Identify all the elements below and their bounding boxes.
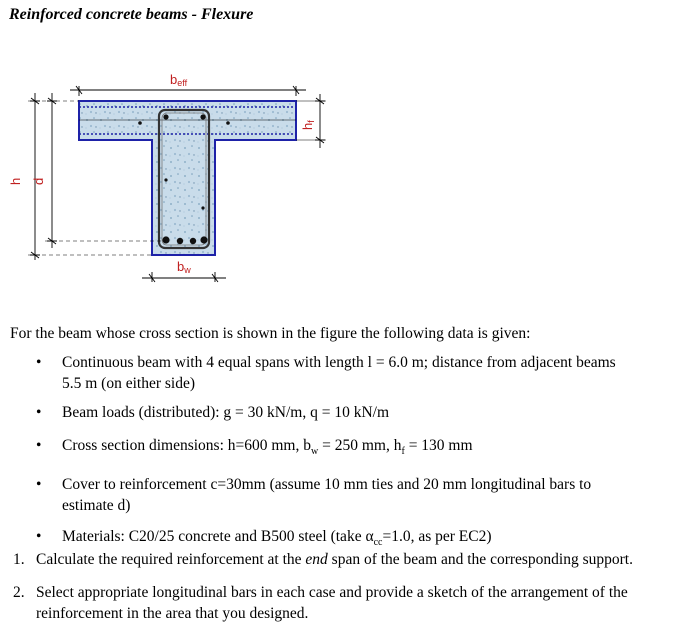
- concrete-section: [79, 101, 296, 255]
- rebar-mid-left: [164, 178, 167, 181]
- beff-tick-left: [76, 86, 82, 96]
- bullet-icon: •: [36, 354, 42, 371]
- rebar-top-left: [163, 114, 168, 119]
- d-label: d: [31, 177, 46, 185]
- list-item: 2. Select appropriate longitudinal bars in each case and provide a sketch of the arrangement of the reinforcement in the area that you designed.: [13, 584, 628, 622]
- t-beam-cross-section-figure: [0, 60, 340, 292]
- rebar-bottom-1: [162, 236, 169, 243]
- list-item: • Cover to reinforcement c=30mm (assume 10 mm ties and 20 mm longitudinal bars to estimate d): [36, 476, 592, 515]
- problem-intro: For the beam whose cross section is shown in the figure the following data is given:: [10, 325, 531, 342]
- beff-label: beff: [170, 72, 188, 88]
- list-item: 1. Calculate the required reinforcement at the end span of the beam and the corresponding support.: [13, 551, 633, 568]
- rebar-flange-right: [226, 121, 230, 125]
- list-item: • Beam loads (distributed): g = 30 kN/m, q = 10 kN/m: [36, 404, 390, 421]
- h-label: h: [8, 177, 23, 185]
- question-number: 1.: [13, 551, 25, 568]
- given-data-list: [0, 352, 696, 553]
- rebar-bottom-3: [190, 238, 196, 244]
- list-item: • Continuous beam with 4 equal spans with length l = 6.0 m; distance from adjacent beams 5.5 m (on either side): [36, 354, 616, 392]
- bullet-icon: •: [36, 437, 42, 454]
- bw-tick-right: [212, 272, 218, 282]
- bw-label: bw: [177, 259, 191, 275]
- bullet-icon: •: [36, 528, 42, 546]
- rebar-top-right: [200, 114, 205, 119]
- bullet-icon: •: [36, 404, 42, 421]
- document-title: Reinforced concrete beams - Flexure: [9, 6, 254, 23]
- beff-tick-right: [293, 86, 299, 96]
- list-item: • Cross section dimensions: h=600 mm, $b_w = 250$ mm, $h_f = 130$ mm: [36, 437, 473, 458]
- list-item: • Materials: C20/25 concrete and B500 steel (take $\alpha_{cc}=1.0$, as per EC2): [36, 528, 492, 549]
- question-number: 2.: [13, 584, 25, 601]
- bullet-icon: •: [36, 476, 42, 494]
- rebar-flange-left: [138, 121, 142, 125]
- questions-list: [0, 549, 696, 624]
- rebar-mid-right: [201, 206, 204, 209]
- hf-label: hf: [300, 120, 316, 130]
- bw-tick-left: [149, 272, 155, 282]
- rebar-bottom-4: [200, 236, 207, 243]
- rebar-bottom-2: [177, 238, 183, 244]
